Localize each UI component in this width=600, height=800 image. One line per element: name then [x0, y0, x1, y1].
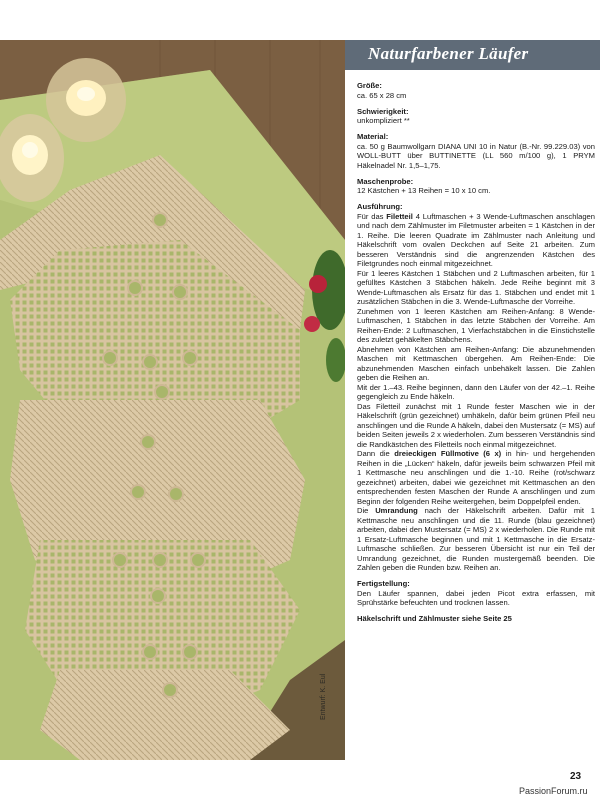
- instructions-paragraph-5: Mit der 1.–43. Reihe beginnen, dann den Läufer von der 42.–1. Reihe gegengleich zu Ende häkeln.: [357, 382, 595, 401]
- size-section: [357, 81, 595, 100]
- finishing-text: Den Läufer spannen, dabei jeden Picot extra erfassen, mit Sprühstärke befeuchten und trocknen lassen.: [357, 588, 595, 607]
- size-heading: Größe:: [357, 81, 382, 90]
- instr-p8-bold: Umrandung: [375, 506, 418, 515]
- crochet-runner-photo: [0, 40, 345, 760]
- material-section: [357, 132, 595, 170]
- instructions-paragraph-1: [357, 202, 595, 269]
- difficulty-section: [357, 107, 595, 126]
- instructions-paragraph-3: Zunehmen von 1 leeren Kästchen am Reihen-Anfang: 8 Wende-Luftmaschen, 1 Stäbchen in das letzte Stäbchen der Vorreihe. Am Reihen-Ende: 2 Luftmaschen, 1 Vierfachstäbchen in die Einstichstelle des zuletzt gehäkelten Stäbchens.: [357, 306, 595, 344]
- instructions-paragraph-6: Das Filetteil zunächst mit 1 Runde fester Maschen wie in der Häkelschrift (grün gezeichnet) umhäkeln, dafür beim grünen Pfeil neu anschlingen und die Runde A häkeln, dabei den Mustersatz (= MS) auf beiden Seiten jeweils 2 x wiederholen. Zum besseren Verständnis sind die Randkästchen des Filetteils noch einmal mitgezeichnet.: [357, 401, 595, 449]
- instructions-paragraph-7: [357, 449, 595, 506]
- finishing-heading: Fertigstellung:: [357, 579, 410, 588]
- instr-p8-a: Die: [357, 506, 376, 515]
- difficulty-heading: Schwierigkeit:: [357, 106, 409, 116]
- instructions-paragraph-4: Abnehmen von Kästchen am Reihen-Anfang: Die abzunehmenden Maschen mit Kettmaschen übergehen. Am Reihen-Ende: Die abzunehmenden Maschen einfach unbehäkelt lassen. Die Zahlen geben die Reihen an.: [357, 344, 595, 382]
- instr-p1-c: 4 Luftmaschen + 3 Wende-Luftmaschen anschlagen und nach dem Zählmuster im Filetmuster arbeiten = 1 Kästchen in der 1. Reihe. Die leeren Quadrate im Zählmuster nach Anleitung und Häkelschrift vom ovalen Deckchen auf Seite 21 arbeiten. Zum besseren Verständnis sind die angrenzenden Kästchen des Filetgrundes noch einmal mitgezeichnet.: [357, 211, 595, 268]
- instr-p1-a: Für das: [357, 211, 387, 221]
- instructions-paragraph-8: [357, 506, 595, 573]
- instr-p8-c: nach der Häkelschrift arbeiten. Dafür mit 1 Kettmasche neu anschlingen und die 11. Runde (blau gezeichnet) arbeiten, dabei den Mustersatz (= MS) 2 x wiederholen. Die Runde mit 1 Ersatz-Luftmasche beginnen und mit 1 Kettmasche in die Ersatz-Luftmasche schließen. Zur besseren Übersicht ist nur ein Teil der Umrandung gezeichnet, die Runden mustergemäß beenden. Die Zahlen geben die Runden bzw. Reihen an.: [357, 506, 595, 572]
- difficulty-text: unkompliziert **: [357, 116, 410, 125]
- finishing-section: [357, 579, 595, 608]
- instr-p7-a: Dann die: [357, 449, 395, 458]
- instr-p7-c: in hin- und hergehenden Reihen in die „Lücken“ häkeln, dafür jeweils beim schwarzen Pfeil mit 1 Kettmasche neu anschlingen und die 1.-10. Reihe (rot/schwarz gezeichnet) arbeiten, dabei wie gezeichnet mit Kettmaschen an den entsprechenden festen Maschen der Runde A anschlingen und zum Beginn der folgenden Reihe weitergehen, beim Doppelpfeil enden.: [357, 449, 596, 506]
- page-title: Naturfarbener Läufer: [368, 44, 529, 63]
- gauge-text: 12 Kästchen + 13 Reihen = 10 x 10 cm.: [357, 186, 491, 195]
- footer-note-text: Häkelschrift und Zählmuster siehe Seite 25: [357, 614, 512, 623]
- instr-p7-bold: dreieckigen Füllmotive (6 x): [394, 449, 502, 458]
- product-photo: [0, 40, 345, 760]
- material-heading: Material:: [357, 132, 389, 141]
- instructions-column: [357, 81, 595, 630]
- gauge-section: [357, 177, 595, 196]
- material-text: ca. 50 g Baumwollgarn DIANA UNI 10 in Natur (B.-Nr. 99.229.03) von WOLL-BUTT über BUTTINETTE (LL 560 m/100 g), 1 PRYM Häkelnadel Nr. 1,5–1,75.: [357, 141, 595, 170]
- instructions-paragraph-2: Für 1 leeres Kästchen 1 Stäbchen und 2 Luftmaschen arbeiten, für 1 gefülltes Kästchen 3 Stäbchen häkeln. Jede Reihe beginnt mit 3 Wende-Luftmaschen als Ersatz für das 1. Stäbchen und endet mit 1 zusätzlichen Stäbchen in die 3. Wende-Luftmasche der Vorreihe.: [357, 268, 595, 306]
- page-number: 23: [570, 771, 582, 782]
- candle-right: [46, 58, 126, 142]
- instructions-heading: Ausführung:: [357, 202, 403, 211]
- instr-p1-bold: Filetteil: [386, 211, 413, 221]
- design-credit: Entwurf: K. Eul: [320, 673, 327, 720]
- footer-note: [357, 614, 595, 624]
- gauge-heading: Maschenprobe:: [357, 176, 414, 186]
- watermark: PassionForum.ru: [519, 786, 588, 796]
- size-text: ca. 65 x 28 cm: [357, 90, 407, 100]
